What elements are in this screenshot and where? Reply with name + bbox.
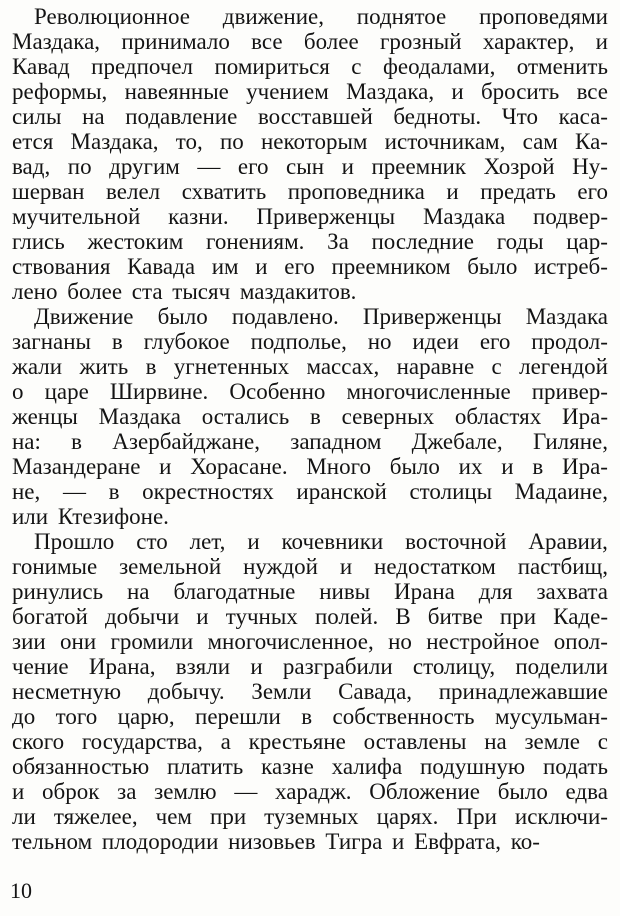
text-line: обязанностью платить казне халифа подушную подать	[12, 754, 608, 779]
text-line: богатой добычи и тучных полей. В битве при Каде-	[12, 604, 608, 629]
text-line: ли тяжелее, чем при туземных царях. При исключи-	[12, 804, 608, 829]
text-line: глись жестоким гонениям. За последние годы цар-	[12, 229, 608, 254]
text-line: зии они громили многочисленное, но нестройное опол-	[12, 629, 608, 654]
text-line: Движение было подавлено. Приверженцы Маздака	[34, 304, 608, 329]
text-line: силы на подавление восставшей бедноты. Что каса-	[12, 104, 608, 129]
paragraph	[12, 529, 608, 854]
body-text	[12, 4, 608, 854]
text-line: ского государства, а крестьяне оставлены на земле с	[12, 729, 608, 754]
text-line: ствования Кавада им и его преемником было истреб-	[12, 254, 608, 279]
text-line: Революционное движение, поднятое проповедями	[34, 4, 608, 29]
text-line: Прошло сто лет, и кочевники восточной Аравии,	[34, 529, 608, 554]
text-line: Мазандеране и Хорасане. Много было их и в Ира-	[12, 454, 608, 479]
text-line: жали жить в угнетенных массах, наравне с легендой	[12, 354, 608, 379]
text-line: ется Маздака, то, по некоторым источникам, сам Ка-	[12, 129, 608, 154]
paragraph	[12, 4, 608, 304]
text-line: женцы Маздака остались в северных областях Ира-	[12, 404, 608, 429]
text-line: Кавад предпочел помириться с феодалами, отменить	[12, 54, 608, 79]
text-line: на: в Азербайджане, западном Джебале, Гиляне,	[12, 429, 608, 454]
text-line: и оброк за землю — харадж. Обложение было едва	[12, 779, 608, 804]
text-line: ринулись на благодатные нивы Ирана для захвата	[12, 579, 608, 604]
text-line: или Ктезифоне.	[12, 504, 169, 529]
text-line: реформы, навеянные учением Маздака, и бросить все	[12, 79, 608, 104]
text-line: не, — в окрестностях иранской столицы Мадаине,	[12, 479, 608, 504]
text-line: гонимые земельной нуждой и недостатком пастбищ,	[12, 554, 608, 579]
text-line: о царе Ширвине. Особенно многочисленные привер-	[12, 379, 608, 404]
text-line: чение Ирана, взяли и разграбили столицу, поделили	[12, 654, 608, 679]
paragraph	[12, 304, 608, 529]
text-line: лено более ста тысяч маздакитов.	[12, 279, 357, 304]
page-number: 10	[10, 878, 32, 903]
text-line: загнаны в глубокое подполье, но идеи его продол-	[12, 329, 608, 354]
text-line: мучительной казни. Приверженцы Маздака подвер-	[12, 204, 608, 229]
text-line: вад, по другим — его сын и преемник Хозрой Ну-	[12, 154, 608, 179]
text-line: Маздака, принимало все более грозный характер, и	[12, 29, 608, 54]
text-line: шерван велел схватить проповедника и предать его	[12, 179, 608, 204]
text-line: тельном плодородии низовьев Тигра и Евфрата, ко-	[12, 829, 540, 854]
text-line: несметную добычу. Земли Савада, принадлежавшие	[12, 679, 608, 704]
text-line: до того царю, перешли в собственность мусульман-	[12, 704, 608, 729]
